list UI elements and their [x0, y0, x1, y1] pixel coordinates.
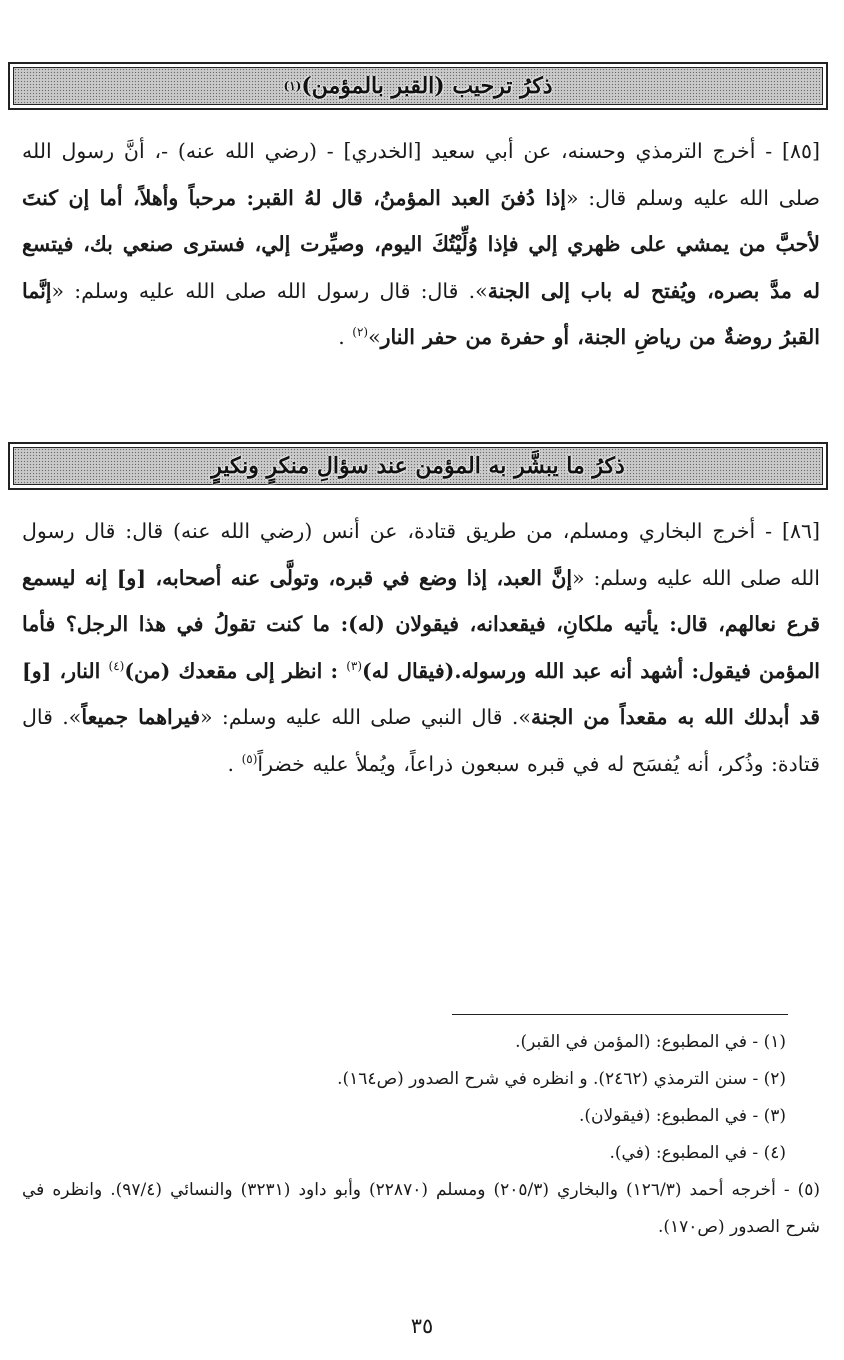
footnote-ref: (٣)	[346, 658, 363, 673]
footnotes	[22, 1024, 820, 1246]
hadith-text: : انظر إلى مقعدك (من)	[124, 658, 347, 683]
narration-text: .	[227, 751, 242, 776]
hadith-text: فيراهما جميعاً	[81, 705, 201, 729]
hadith-text: النار، [و] قد أبدلك الله به مقعداً من الجنة	[22, 658, 820, 729]
hadith-paragraph	[22, 128, 820, 361]
footnote: (١) - في المطبوع: (المؤمن في القبر).	[515, 1032, 786, 1052]
page-number: ٣٥	[410, 1314, 434, 1338]
narration-text: ». قال النبي صلى الله عليه وسلم: «	[200, 705, 531, 729]
narration-text: ». قال: قال رسول الله صلى الله عليه وسلم: «	[51, 278, 488, 303]
footnote: (٤) - في المطبوع: (في).	[609, 1143, 786, 1163]
section-heading	[13, 67, 823, 105]
section-heading-banner	[8, 62, 828, 110]
footnote-divider	[452, 1014, 788, 1015]
footnote-ref: (٢)	[352, 325, 369, 340]
footnote: (٣) - في المطبوع: (فيقولان).	[578, 1106, 786, 1126]
footnote: (٥) - أخرجه أحمد (١٢٦/٣) والبخاري (٢٠٥/٣) ومسلم (٢٢٨٧٠) وأبو داود (٣٢٣١) والنسائي (٩٧/٤). وانظره في شرح الصدور (ص١٧٠).	[22, 1180, 821, 1237]
narration-text: ». قال قتادة: وذُكر، أنه يُفسَح له في قبره سبعون ذراعاً، ويُملأ عليه خضراً	[22, 705, 820, 776]
narration-text: .	[338, 325, 353, 349]
footnote-ref: (٥)	[241, 751, 258, 766]
narration-text: [٨٦] - أخرج البخاري ومسلم، من طريق قتادة، عن أنس (رضي الله عنه) قال: قال رسول الله صلى الله عليه وسلم: «	[22, 519, 821, 590]
hadith-text: إنَّ العبد، إذا وضع في قبره، وتولَّى عنه أصحابه، [و] إنه ليسمع قرع نعالهم، قال: يأتيه ملكانِ، فيقعدانه، فيقولان (له): ما كنت تقولُ في هذا الرجل؟ فأما المؤمن فيقول: أشهد أنه عبد الله ورسوله.(فيقال له)	[22, 565, 821, 683]
hadith-text: إذا دُفنَ العبد المؤمنُ، قال لهُ القبر: مرحباً وأهلاً، أما إن كنتَ لأحبَّ من يمشي على ظهري إلي فإذا وُلِّيْتُكَ اليوم، وصيِّرت إلي، فسترى صنعي بك، فيتسع له مدَّ بصره، ويُفتح له باب إلى الجنة	[22, 185, 820, 303]
hadith-text: إنَّما القبرُ روضةٌ من رياضِ الجنة، أو حفرة من حفر النار	[22, 278, 820, 349]
section-heading-text: ذكرُ ما يبشَّر به المؤمن عند سؤالِ منكرٍ ونكيرٍ	[211, 453, 625, 479]
section-heading-banner	[8, 442, 828, 490]
narration-text: [٨٥] - أخرج الترمذي وحسنه، عن أبي سعيد [الخدري] - (رضي الله عنه) -، أنَّ رسول الله صلى الله عليه وسلم قال: «	[22, 139, 820, 210]
narration-text: »	[368, 325, 381, 349]
section-heading-text: ذكرُ ترحيب (القبر بالمؤمن)	[301, 73, 553, 99]
section-heading	[13, 447, 823, 485]
footnote: (٢) - سنن الترمذي (٢٤٦٢). و انظره في شرح الصدور (ص١٦٤).	[337, 1069, 786, 1089]
footnote-ref: (٤)	[108, 658, 125, 673]
hadith-paragraph	[22, 508, 820, 787]
footnote-ref: (١)	[283, 79, 302, 93]
